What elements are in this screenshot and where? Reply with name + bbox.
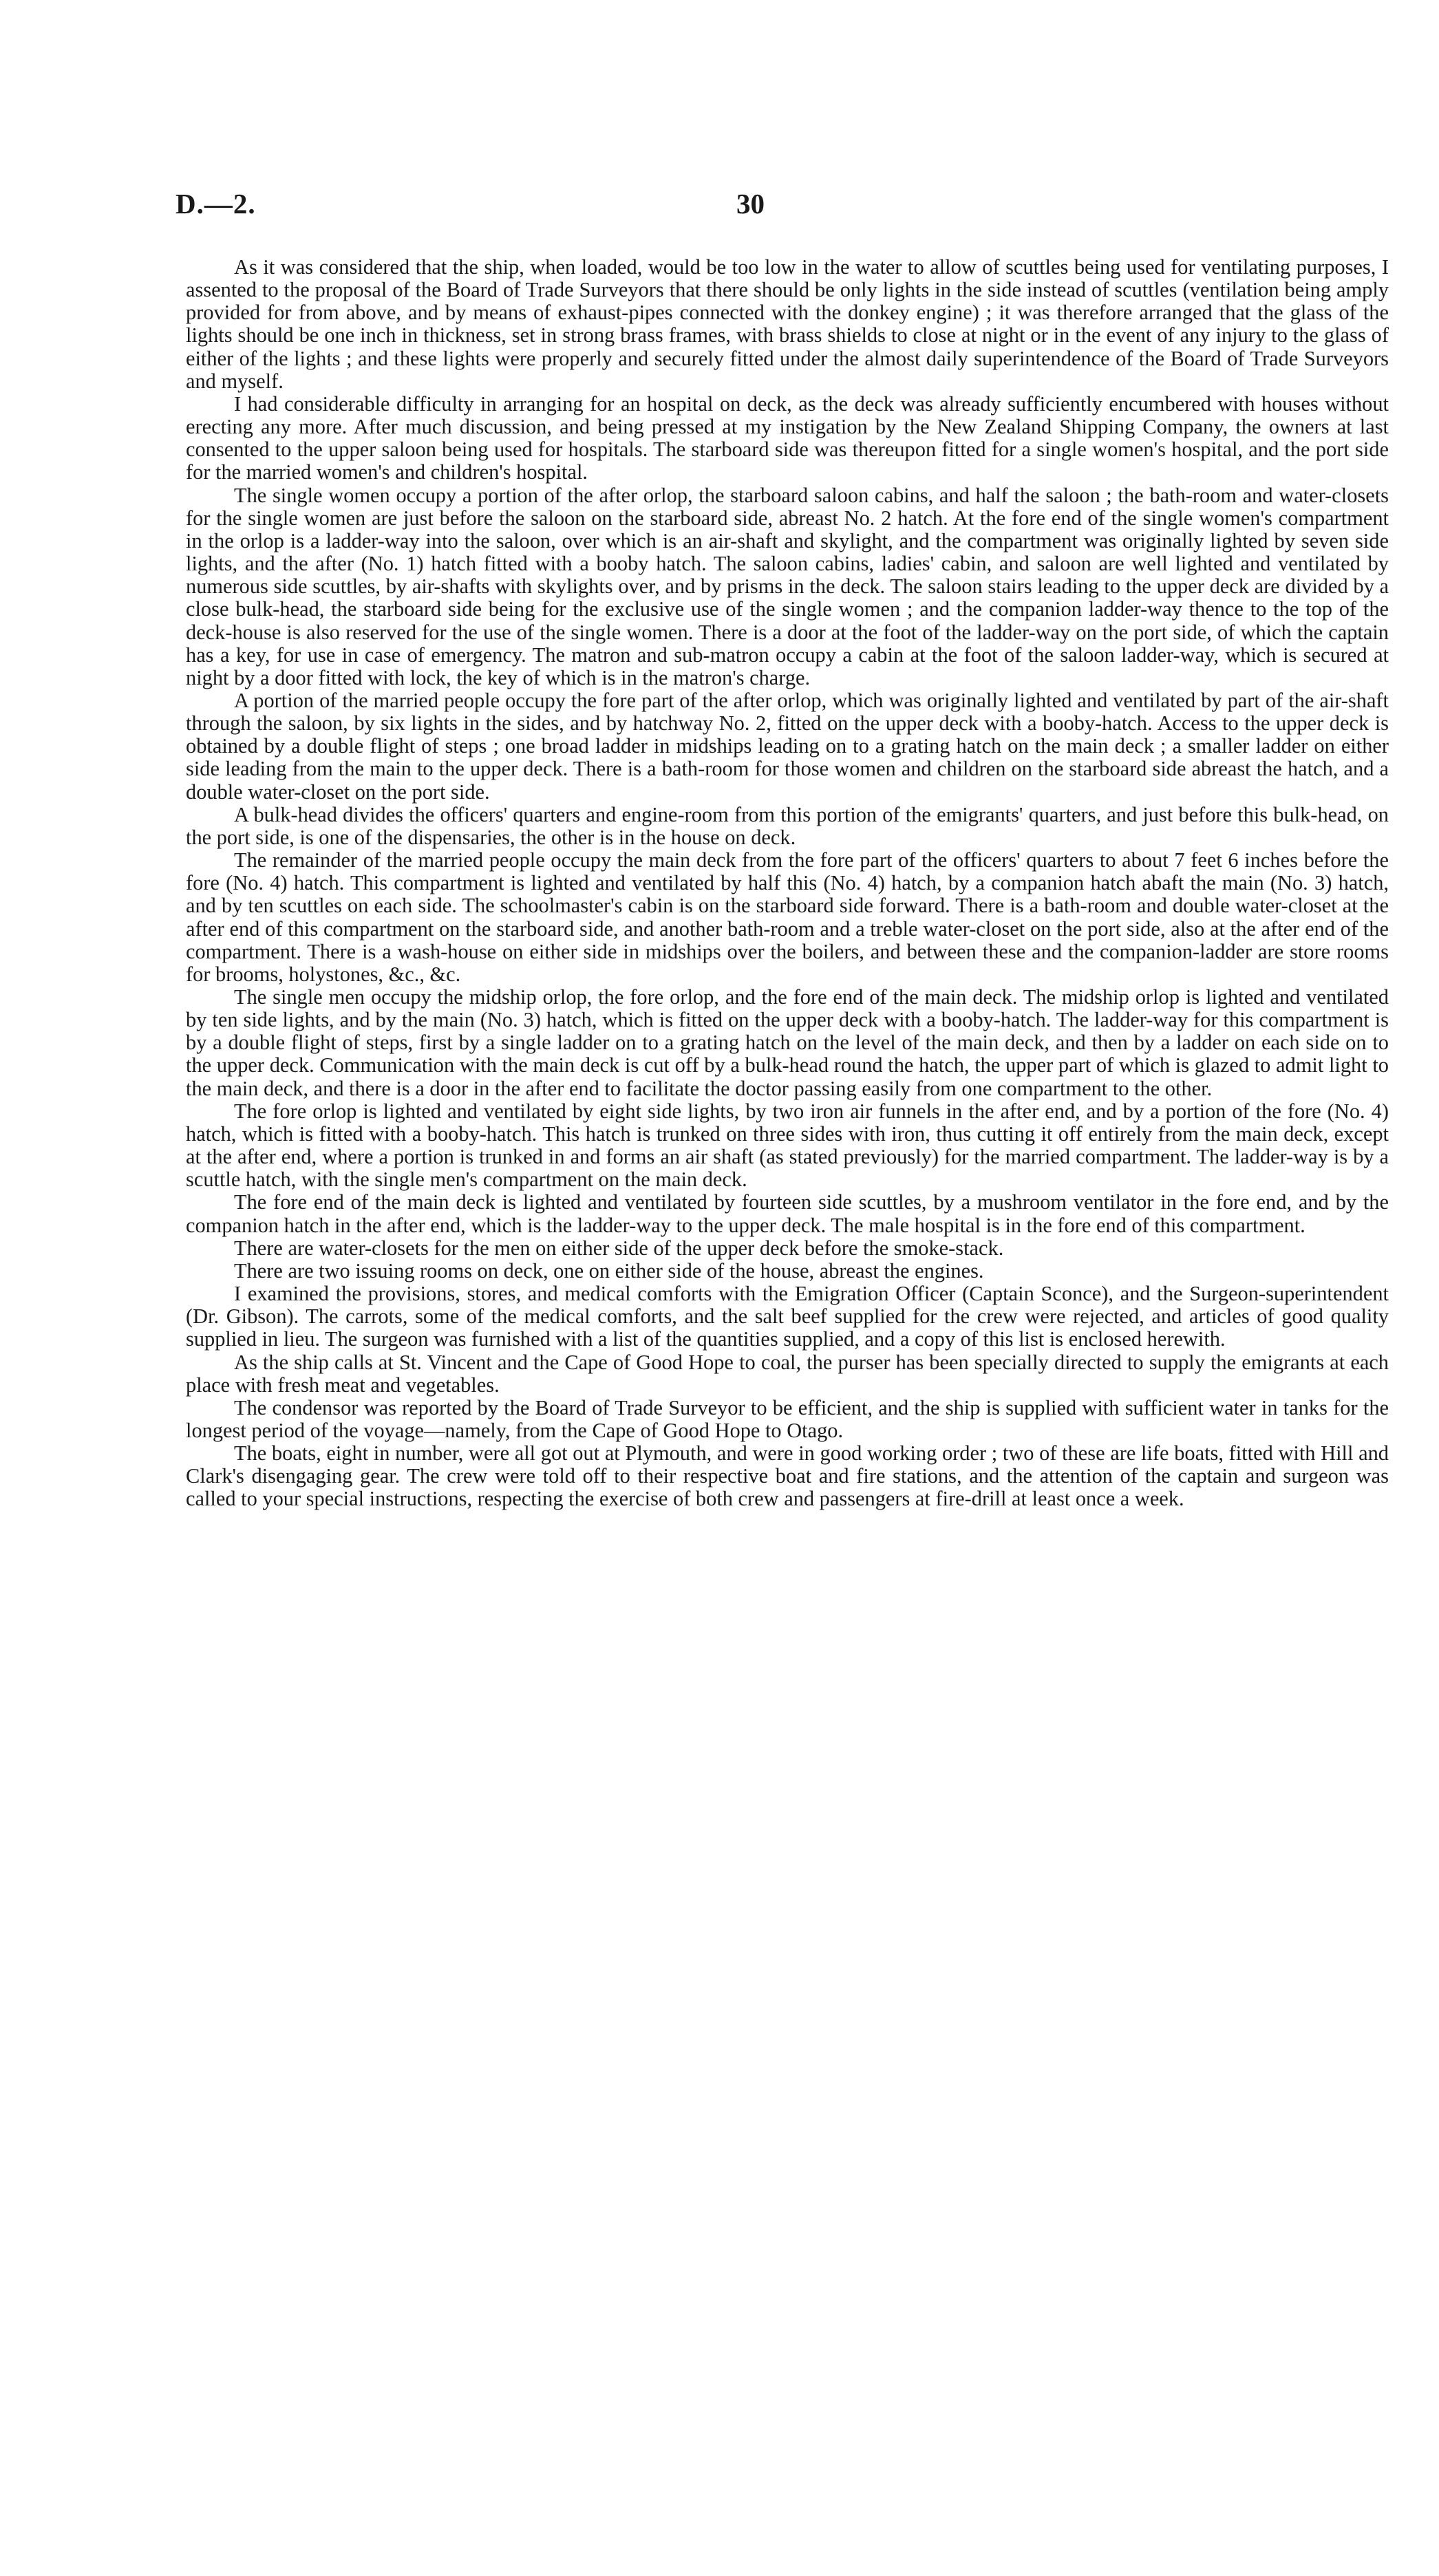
paragraph-single-men: The single men occupy the midship orlop, the fore orlop, and the fore end of the main deck. The midship orlop is lighted and ventilated by ten side lights, and by the main (No. 3) hatch, which is fitted on the upper deck with a booby-hatch. The ladder-way for this compartment is by a double flight of steps, first by a single ladder on to a grating hatch on the level of the main deck, and then by a ladder on each side on to the upper deck. Communication with the main deck is cut off by a bulk-head round the hatch, the upper part of which is glazed to admit light to the main deck, and there is a door in the after end to facilitate the doctor passing easily from one compartment to the other. (186, 985, 1389, 1100)
body-text (186, 256, 1389, 1511)
paragraph-condensor: The condensor was reported by the Board of Trade Surveyor to be efficient, and the ship is supplied with sufficient water in tanks for the longest period of the voyage—namely, from the Cape of Good Hope to Otago. (186, 1395, 1389, 1442)
paragraph-water-closets: There are water-closets for the men on either side of the upper deck before the smoke-stack. (234, 1236, 1004, 1260)
paragraph-single-women: The single women occupy a portion of the after orlop, the starboard saloon cabins, and half the saloon ; the bath-room and water-closets for the single women are just before the saloon on the starboard side, abreast No. 2 hatch. At the fore end of the single women's compartment in the orlop is a ladder-way into the saloon, over which is an air-shaft and skylight, and the compartment was originally lighted by seven side lights, and the after (No. 1) hatch fitted with a booby hatch. The saloon cabins, ladies' cabin, and saloon are well lighted and ventilated by numerous side scuttles, by air-shafts with skylights over, and by prisms in the deck. The saloon stairs leading to the upper deck are divided by a close bulk-head, the starboard side being for the exclusive use of the single women ; and the companion ladder-way thence to the top of the deck-house is also reserved for the use of the single women. There is a door at the foot of the ladder-way on the port side, of which the captain has a key, for use in case of emergency. The matron and sub-matron occupy a cabin at the foot of the saloon ladder-way, which is secured at night by a door fitted with lock, the key of which is in the matron's charge. (186, 483, 1389, 689)
paragraph-bulk-head: A bulk-head divides the officers' quarters and engine-room from this portion of the emigrants' quarters, and just before this bulk-head, on the port side, is one of the dispensaries, the other is in the house on deck. (186, 802, 1389, 849)
paragraph-coaling: As the ship calls at St. Vincent and the Cape of Good Hope to coal, the purser has been specially directed to supply the emigrants at each place with fresh meat and vegetables. (186, 1350, 1389, 1397)
document-reference: D.—2. (175, 188, 256, 219)
paragraph-scuttles: As it was considered that the ship, when loaded, would be too low in the water to allow of scuttles being used for ventilating purposes, I assented to the proposal of the Board of Trade Surveyors that there should be only lights in the side instead of scuttles (ventilation being amply provided for from above, and by means of exhaust-pipes connected with the donkey engine) ; it was therefore arranged that the glass of the lights should be one inch in thickness, set in strong brass frames, with brass shields to close at night or in the event of any injury to the glass of either of the lights ; and these lights were properly and securely fitted under the almost daily superintendence of the Board of Trade Surveyors and myself. (186, 255, 1389, 393)
paragraph-provisions: I examined the provisions, stores, and medical comforts with the Emigration Officer (Captain Sconce), and the Surgeon-superintendent (Dr. Gibson). The carrots, some of the medical comforts, and the salt beef supplied for the crew were rejected, and articles of good quality supplied in lieu. The surgeon was furnished with a list of the quantities supplied, and a copy of this list is enclosed herewith. (186, 1282, 1389, 1351)
paragraph-fore-end-main-deck: The fore end of the main deck is lighted and ventilated by fourteen side scuttles, by a mushroom ventilator in the fore end, and by the companion hatch in the after end, which is the ladder-way to the upper deck. The male hospital is in the fore end of this compartment. (186, 1190, 1389, 1237)
paragraph-married-people-after-orlop: A portion of the married people occupy the fore part of the after orlop, which was originally lighted and ventilated by part of the air-shaft through the saloon, by six lights in the sides, and by hatchway No. 2, fitted on the upper deck with a booby-hatch. Access to the upper deck is obtained by a double flight of steps ; one broad ladder in midships leading on to a grating hatch on the main deck ; a smaller ladder on either side leading from the main to the upper deck. There is a bath-room for those women and children on the starboard side abreast the hatch, and a double water-closet on the port side. (186, 688, 1389, 804)
paragraph-issuing-rooms: There are two issuing rooms on deck, one on either side of the house, abreast the engines. (234, 1258, 984, 1282)
paragraph-boats: The boats, eight in number, were all got out at Plymouth, and were in good working order ; two of these are life boats, fitted with Hill and Clark's disengaging gear. The crew were told off to their respective boat and fire stations, and the attention of the captain and surgeon was called to your special instructions, respecting the exercise of both crew and passengers at fire-drill at least once a week. (186, 1441, 1389, 1511)
page-header (175, 187, 1400, 228)
paragraph-fore-orlop: The fore orlop is lighted and ventilated by eight side lights, by two iron air funnels in the after end, and by a portion of the fore (No. 4) hatch, which is fitted with a booby-hatch. This hatch is trunked on three sides with iron, thus cutting it off entirely from the main deck, except at the after end, where a portion is trunked in and forms an air shaft (as stated previously) for the married compartment. The ladder-way is by a scuttle hatch, with the single men's compartment on the main deck. (186, 1099, 1389, 1192)
paragraph-hospital: I had considerable difficulty in arranging for an hospital on deck, as the deck was already sufficiently encumbered with houses without erecting any more. After much discussion, and being pressed at my instigation by the New Zealand Shipping Company, the owners at last consented to the upper saloon being used for hospitals. The starboard side was thereupon fitted for a single women's hospital, and the port side for the married women's and children's hospital. (186, 391, 1389, 484)
page-number: 30 (736, 188, 765, 219)
paragraph-married-people-main-deck: The remainder of the married people occupy the main deck from the fore part of the officers' quarters to about 7 feet 6 inches before the fore (No. 4) hatch. This compartment is lighted and ventilated by half this (No. 4) hatch, by a companion hatch abaft the main (No. 3) hatch, and by ten scuttles on each side. The schoolmaster's cabin is on the starboard side forward. There is a bath-room and double water-closet at the after end of this compartment on the starboard side, and another bath-room and a treble water-closet on the port side, also at the after end of the compartment. There is a wash-house on either side in midships over the boilers, and between these and the companion-ladder are store rooms for brooms, holystones, &c., &c. (186, 848, 1389, 986)
